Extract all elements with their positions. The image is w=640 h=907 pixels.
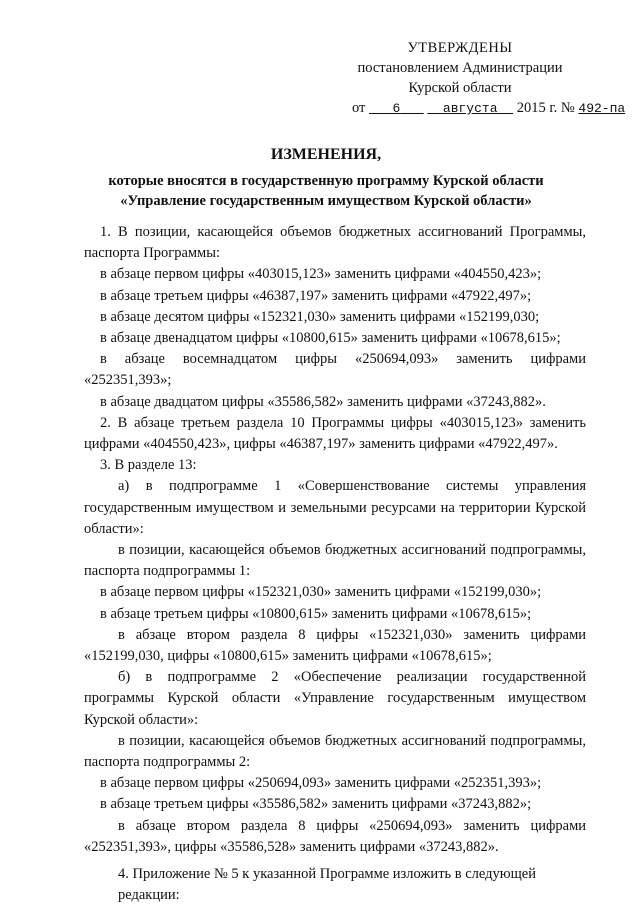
paragraph: 3. В разделе 13: bbox=[100, 457, 197, 474]
heading-title: ИЗМЕНЕНИЯ, bbox=[270, 146, 382, 163]
paragraph: в позиции, касающейся объемов бюджетных ассигнований подпрограммы, паспорта подпрограммы 1: bbox=[84, 542, 586, 580]
paragraph: б) в подпрограмме 2 «Обеспечение реализации государственной программы Курской области «Управление государственным имуществом Курской области»: bbox=[84, 669, 586, 728]
document-body bbox=[84, 222, 586, 907]
paragraph: 1. В позиции, касающейся объемов бюджетных ассигнований Программы, паспорта Программы: bbox=[84, 224, 586, 262]
paragraph: а) в подпрограмме 1 «Совершенствование системы управления государственным имуществом и земельными ресурсами на территории Курской области»: bbox=[84, 478, 586, 537]
approval-title: УТВЕРЖДЕНЫ bbox=[407, 40, 513, 56]
decree-number: 492-па bbox=[578, 101, 626, 116]
approval-line-2: постановлением Администрации bbox=[357, 60, 563, 76]
approval-line-3: Курской области bbox=[408, 80, 512, 96]
paragraph: в абзаце двенадцатом цифры «10800,615» заменить цифрами «10678,615»; bbox=[100, 330, 561, 347]
paragraph: в абзаце восемнадцатом цифры «250694,093» заменить цифрами «252351,393»; bbox=[84, 351, 586, 389]
paragraph: в абзаце третьем цифры «35586,582» заменить цифрами «37243,882»; bbox=[100, 796, 532, 813]
paragraph: в абзаце втором раздела 8 цифры «152321,030» заменить цифрами «152199,030, цифры «10800,615» заменить цифрами «10678,615»; bbox=[84, 626, 586, 665]
approval-date-line bbox=[330, 98, 626, 119]
paragraph: в абзаце первом цифры «250694,093» заменить цифрами «252351,393»; bbox=[100, 775, 542, 792]
paragraph: в абзаце третьем цифры «46387,197» заменить цифрами «47922,497»; bbox=[100, 287, 532, 304]
paragraph: в абзаце первом цифры «403015,123» заменить цифрами «404550,423»; bbox=[100, 266, 542, 283]
paragraph: в абзаце втором раздела 8 цифры «250694,093» заменить цифрами «252351,393», цифры «35586,528» заменить цифрами «37243,882». bbox=[84, 817, 586, 855]
paragraph: в абзаце первом цифры «152321,030» заменить цифрами «152199,030»; bbox=[100, 584, 542, 601]
document-heading bbox=[60, 145, 592, 211]
paragraph: 4. Приложение № 5 к указанной Программе изложить в следующей редакции: bbox=[118, 866, 536, 904]
date-month: августа bbox=[442, 101, 498, 116]
date-year: 2015 г. № bbox=[516, 100, 575, 116]
date-day: 6 bbox=[392, 101, 401, 116]
heading-subtitle-2: «Управление государственным имуществом Курской области» bbox=[120, 193, 532, 209]
paragraph: в позиции, касающейся объемов бюджетных ассигнований подпрограммы, паспорта подпрограммы 2: bbox=[84, 732, 586, 771]
approval-block bbox=[330, 38, 626, 119]
paragraph: в абзаце третьем цифры «10800,615» заменить цифрами «10678,615»; bbox=[100, 605, 532, 622]
paragraph: в абзаце двадцатом цифры «35586,582» заменить цифрами «37243,882». bbox=[100, 393, 546, 410]
date-prefix: от bbox=[352, 100, 366, 116]
paragraph: в абзаце десятом цифры «152321,030» заменить цифрами «152199,030; bbox=[100, 308, 540, 325]
paragraph: 2. В абзаце третьем раздела 10 Программы цифры «403015,123» заменить цифрами «404550,423», цифры «46387,197» заменить цифрами «47922,497». bbox=[84, 414, 586, 453]
heading-subtitle-1: которые вносятся в государственную программу Курской области bbox=[108, 173, 544, 189]
